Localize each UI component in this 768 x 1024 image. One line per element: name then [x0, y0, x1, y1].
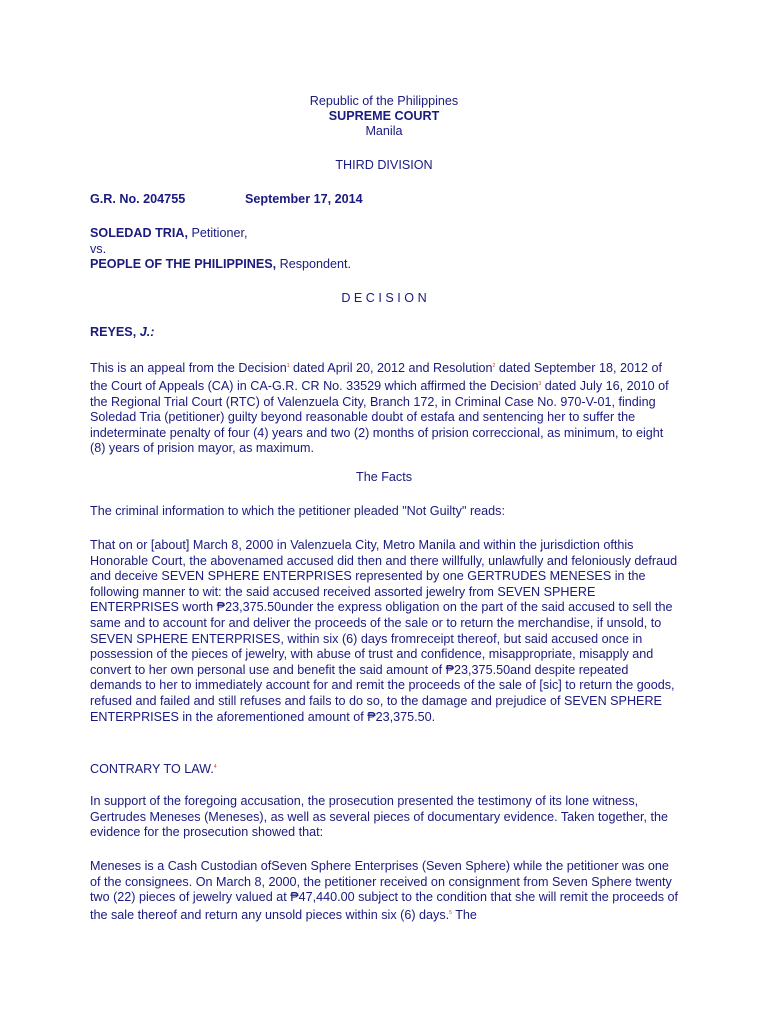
respondent-name: PEOPLE OF THE PHILIPPINES,	[90, 257, 277, 271]
respondent-role: Respondent.	[279, 257, 352, 271]
footnote-ref-1[interactable]: 1	[286, 363, 290, 369]
versus-label: vs.	[90, 242, 107, 256]
intro-text-4: dated July 16, 2010 of the Regional Trial Court (RTC) of Valenzuela City, Branch 172, in Criminal Case No. 970-V-01, finding Soledad Tria (petitioner) guilty beyond reasonable doubt of estafa and sentencing her to suffer the indeterminate penalty of four (4) years and two (2) months of prision correccional, as minimum, to eight (8) years of prision mayor, as maximum.	[90, 378, 669, 456]
paragraph-meneses	[90, 859, 682, 924]
paragraph-information: The criminal information to which the petitioner pleaded "Not Guilty" reads:	[90, 504, 505, 518]
court-city: Manila	[365, 124, 403, 138]
contrary-to-law-text: CONTRARY TO LAW.	[90, 762, 214, 777]
respondent-line	[90, 257, 351, 271]
paragraph-prosecution-evidence: In support of the foregoing accusation, the prosecution presented the testimony of its lone witness, Gertrudes Meneses (Meneses), as well as several pieces of documentary evidence. Taken together, the evidence for the prosecution showed that:	[90, 794, 668, 840]
court-name: SUPREME COURT	[328, 109, 440, 123]
paragraph-intro	[90, 359, 682, 457]
gr-number: G.R. No. 204755	[90, 192, 186, 206]
republic-label: Republic of the Philippines	[309, 94, 459, 108]
paragraph-contrary-to-law	[90, 760, 682, 778]
footnote-ref-3[interactable]: 3	[538, 380, 542, 387]
facts-heading: The Facts	[356, 470, 412, 484]
meneses-text-tail: The	[455, 907, 477, 922]
decision-date: September 17, 2014	[245, 192, 363, 206]
petitioner-line	[90, 226, 247, 240]
intro-text-3: dated September 18, 2012 of the Court of Appeals (CA) in CA-G.R. CR No. 33529 which affirmed the Decision	[90, 361, 662, 393]
footnote-ref-5[interactable]: 5	[449, 909, 452, 916]
footnote-ref-2[interactable]: 2	[492, 363, 496, 369]
footnote-ref-4[interactable]: 4	[213, 764, 217, 770]
decision-title: D E C I S I O N	[341, 291, 427, 305]
meneses-text: Meneses is a Cash Custodian ofSeven Sphere Enterprises (Seven Sphere) while the petitioner was one of the consignees. On March 8, 2000, the petitioner received on consignment from Seven Sphere twenty two (22) pieces of jewelry valued at ₱47,440.00 subject to the condition that she will remit the proceeds of the sale thereof and return any unsold pieces within six (6) days.	[90, 859, 679, 922]
ponente	[90, 325, 154, 339]
intro-text-2: dated April 20, 2012 and Resolution	[292, 361, 493, 376]
intro-text-1: This is an appeal from the Decision	[90, 361, 287, 376]
petitioner-name: SOLEDAD TRIA,	[90, 226, 188, 240]
ponente-name: REYES,	[90, 325, 137, 339]
division-label: THIRD DIVISION	[335, 158, 433, 172]
paragraph-criminal-information: That on or [about] March 8, 2000 in Valenzuela City, Metro Manila and within the jurisdiction ofthis Honorable Court, the abovenamed accused did then and there willfully, unlawfully and feloniously defraud and deceive SEVEN SPHERE ENTERPRISES represented by one GERTRUDES MENESES in the following manner to wit: the said accused received assorted jewelry from SEVEN SPHERE ENTERPRISES worth ₱23,375.50under the express obligation on the part of the said accused to sell the same and to account for and deliver the proceeds of the sale or to return the merchandise, if unsold, to SEVEN SPHERE ENTERPRISES, within six (6) days fromreceipt thereof, but said accused once in possession of the pieces of jewelry, with abuse of trust and confidence, misappropriate, misapply and convert to her own personal use and benefit the said amount of ₱23,375.50and despite repeated demands to her to immediately account for and remit the proceeds of the sale of [sic] to return the goods, refused and failed and still refuses and fails to do so, to the damage and prejudice of SEVEN SPHERE ENTERPRISES in the aforementioned amount of ₱23,375.50.	[90, 538, 678, 724]
ponente-title: J.:	[139, 325, 155, 339]
petitioner-role: Petitioner,	[191, 226, 248, 240]
